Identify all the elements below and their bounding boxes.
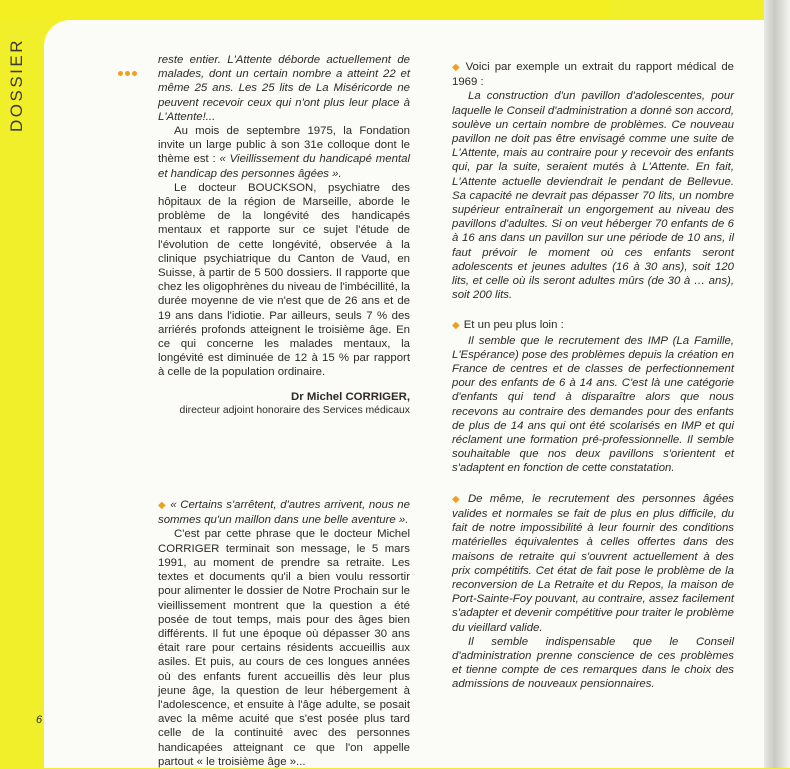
paragraph-corriger: C'est par cette phrase que le docteur Michel CORRIGER terminait son message, le 5 mars 1991, au moment de prendre sa retraite. Les textes et documents qu'il a bien voulu ressortir pour alimenter le dossier de Notre Prochain sur le vieillissement montrent que la question a été posée de tout temps, mais pour des âges bien différents. Il fut une époque où dépasser 30 ans était rare pour certains résidents accueillis aux asiles. Et puis, au cours de ces longues années où des enfants furent accueillis dès leur plus jeune âge, la question de leur hébergement à l'adolescence, et ensuite à l'âge adulte, se posait avec la même acuité que s'est posée plus tard celle de la continuité avec des personnes handicapées atteignant ce que l'on appelle partout « le troisième âge »... xyxy=(158,528,410,768)
intro-plus-loin-text: Et un peu plus loin : xyxy=(463,319,564,332)
colloque-theme: « Vieillissement du handicapé mental et handicap des personnes âgées ». xyxy=(158,153,410,180)
intro-plus-loin xyxy=(452,318,734,333)
paragraph-colloque-text: Au mois de septembre 1975, la Fondation invite un large public à son 31e colloque dont le thème est : xyxy=(158,125,410,166)
intro-rapport xyxy=(452,60,734,89)
quote-pavillon: La construction d'un pavillon d'adolescentes, pour laquelle le Conseil d'administration a donné son accord, soulève un certain nombre de problèmes. Ce nouveau pavillon ne doit pas être envisagé comme une suite de L'Attente, mais au contraire pour y recevoir des enfants qui, par la suite, seraient mutés à L'Attente. En fait, L'Attente actuelle deviendrait le pendant de Bellevue. Sa capacité ne devrait pas dépasser 70 lits, un nombre supérieur entraînerait un engorgement au niveau des pavillons d'adultes. Si on veut héberger 70 enfants de 6 à 16 ans dans un pavillon sur une période de 10 ans, il faut prévoir le moment où ces enfants seront adolescents et jeunes adultes (16 à 30 ans), soit 120 lits, et celle où ils seront adultes mûrs (de 30 à … ans), soit 200 lits. xyxy=(452,90,734,302)
diamond-bullet-icon: ◆ xyxy=(158,500,167,512)
top-yellow-band xyxy=(0,0,610,20)
diamond-bullet-icon: ◆ xyxy=(452,62,462,73)
quote-conseil: Il semble indispensable que le Conseil d'administration prenne conscience de ces problèmes et tienne compte de ces remarques dans le choix des admissions de nouveaux pensionnaires. xyxy=(452,635,734,691)
diamond-bullet-icon: ◆ xyxy=(452,493,464,505)
intro-rapport-text: Voici par exemple un extrait du rapport médical de 1969 : xyxy=(452,61,734,89)
signature-title: directeur adjoint honoraire des Services médicaux xyxy=(179,404,410,416)
column-spacer xyxy=(452,302,734,318)
signature-name: Dr Michel CORRIGER, xyxy=(291,390,410,403)
quote-personnes-agees-text: De même, le recrutement des personnes âgées valides et normales se fait de plus en plus difficile, du fait de notre impossibilité à leur fournir des conditions matérielles équivalentes à celles offertes dans des maisons de retraite qui s'ouvrent actuellement à des prix compétitifs. Cet état de fait pose le problème de la reconversion de La Retraite et du Repos, la maison de Port-Sainte-Foy pouvant, au contraire, assez facilement s'adapter et devenir compétitive pour traiter le problème du vieillard valide. xyxy=(452,492,734,634)
column-spacer xyxy=(452,476,734,492)
left-column xyxy=(158,53,410,769)
section-label: DOSSIER xyxy=(7,37,26,133)
right-column xyxy=(452,60,734,692)
paragraph-bouckson: Le docteur BOUCKSON, psychiatre des hôpitaux de la région de Marseille, aborde le problème de la longévité des handicapés mentaux et rapporte sur ce sujet l'étude de l'évolution de cette longévité, observée à la clinique psychiatrique du Canton de Vaud, en Suisse, à partir de 5 500 dossiers. Il rapporte que chez les oligophrènes du niveau de l'imbécillité, la durée moyenne de vie n'est que de 26 ans et de 19 ans dans l'idiotie. Par ailleurs, seuls 7 % des arriérés profonds atteignent le troisième âge. En ce qui concerne les malades mentaux, la longévité est diminuée de 12 à 15 % par rapport à celle de la population ordinaire. xyxy=(158,181,410,379)
column-spacer xyxy=(158,418,410,498)
page-number: 6 xyxy=(36,714,43,726)
quote-certains-text: « Certains s'arrêtent, d'autres arrivent, nous ne sommes qu'un maillon dans une belle aventure ». xyxy=(158,499,410,527)
quote-certains xyxy=(158,498,410,527)
paragraph-colloque xyxy=(158,124,410,181)
intro-quote: reste entier. L'Attente déborde actuellement de malades, dont un certain nombre a atteint 22 et même 25 ans. Les 25 lits de La Miséricorde ne peuvent recevoir ceux qui n'ont plus leur place à L'Attente!... xyxy=(158,54,410,123)
diamond-bullet-icon: ◆ xyxy=(452,320,460,332)
quote-personnes-agees xyxy=(452,492,734,635)
continuation-dots-icon xyxy=(118,63,139,81)
quote-imp: Il semble que le recrutement des IMP (La Famille, L'Espérance) pose des problèmes depuis la création en France de centres et de classes de perfectionnement pour des enfants de 6 à 14 ans. C'est là une catégorie d'enfants qui tend à disparaître alors que nous recevons au contraire des demandes pour des enfants de plus de 14 ans qui ont été scolarisés en IMP et qui réclament une formation pré-professionnelle. Il semble souhaitable que nos deux pavillons s'orientent et s'adaptent en fonction de cette constatation. xyxy=(452,334,734,475)
page-binding-edge xyxy=(764,0,790,768)
